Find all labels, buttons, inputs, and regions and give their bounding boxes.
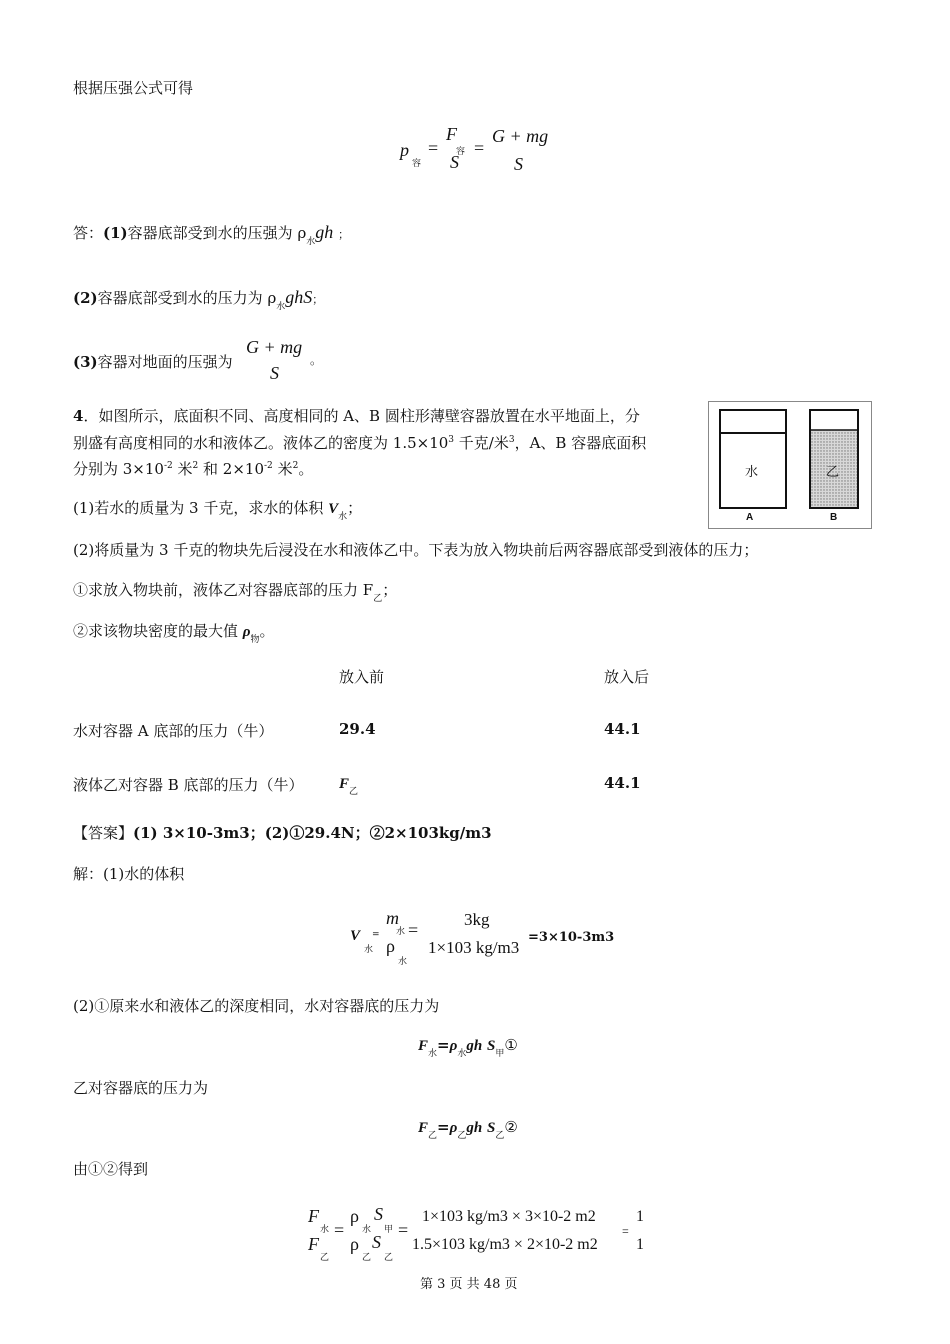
solution-line-3: 乙对容器底的压力为 — [73, 1079, 209, 1097]
problem-line-3: 分别为 $3\times 10^{-2}$ 米$^2$ 和 $2\times 10^{-2}$ 米$^2$。 — [73, 460, 314, 478]
table-header: 放入前 — [339, 668, 385, 686]
table-cell: 44.1 — [604, 720, 641, 738]
liquid-label-b: 乙 — [826, 465, 840, 480]
question-2b: ②求该物块密度的最大值 $\rho_物$。 — [73, 622, 275, 645]
solution-line-1: 解：(1)水的体积 — [73, 865, 185, 883]
containers-diagram — [709, 402, 871, 528]
answer-line: 【答案】(1) 3×10-3m3；(2)①29.4N；②2×103kg/m3 — [73, 824, 492, 842]
question-2a: ①求放入物块前，液体乙对容器底部的压力 $F_乙$； — [73, 581, 398, 604]
table-cell: 29.4 — [339, 720, 376, 738]
solution-line-4: 由①②得到 — [73, 1160, 149, 1178]
problem-line-1: 4．如图所示，底面积不同、高度相同的 A、B 圆柱形薄壁容器放置在水平地面上，分 — [73, 407, 640, 425]
pressure-formula: p 容 = F 容 S = G + mg S — [400, 124, 549, 174]
formula-1: $F_水=\rho_水gh$ $S_甲①$ — [418, 1036, 518, 1059]
answer-line-1: 答：(1)容器底部受到水的压强为 $\rho_水gh$ ； — [73, 222, 350, 247]
question-1: (1)若水的质量为 3 千克，求水的体积 $V_水$； — [73, 499, 363, 522]
table-cell: $F_乙$ — [339, 776, 359, 797]
table-cell: 44.1 — [604, 774, 641, 792]
page-footer: 第 3 页 共 48 页 — [420, 1277, 518, 1292]
table-row-label: 水对容器 A 底部的压力（牛） — [73, 722, 274, 740]
solution-line-2: (2)①原来水和液体乙的深度相同，水对容器底的压力为 — [73, 997, 440, 1015]
problem-line-2: 别盛有高度相同的水和液体乙。液体乙的密度为 $1.5\times 10^3$ 千克/米$^3$，A、B 容器底面积 — [73, 434, 647, 452]
intro-text: 根据压强公式可得 — [73, 79, 194, 97]
volume-formula: V 水 = m 水 = ρ 水 3kg 1×103 kg/m3 =3×10-3m3 — [350, 908, 615, 967]
label-b: B — [830, 512, 838, 523]
container-figure — [708, 401, 872, 529]
answer-line-3: (3)容器对地面的压强为 — [73, 353, 233, 371]
answer-3-fraction: G + mg S 。 — [246, 337, 323, 383]
answer-line-2: (2)容器底部受到水的压力为 $\rho_水ghS$； — [73, 287, 324, 312]
table-row-label: 液体乙对容器 B 底部的压力（牛） — [73, 776, 304, 794]
ratio-formula: F 水 F 乙 = ρ 水 S 甲 ρ 乙 S 乙 = 1×103 kg/m3 × 3×10-2 m2 1.5×103 kg/m3 × 2×10-2 m2 = 1 1 — [308, 1204, 644, 1263]
liquid-label-a: 水 — [745, 465, 759, 480]
question-2: (2)将质量为 3 千克的物块先后浸没在水和液体乙中。下表为放入物块前后两容器底部受到液体的压力； — [73, 541, 759, 559]
label-a: A — [746, 512, 754, 523]
formula-2: $F_乙=\rho_乙gh$ $S_乙②$ — [418, 1118, 518, 1141]
table-header: 放入后 — [604, 668, 650, 686]
